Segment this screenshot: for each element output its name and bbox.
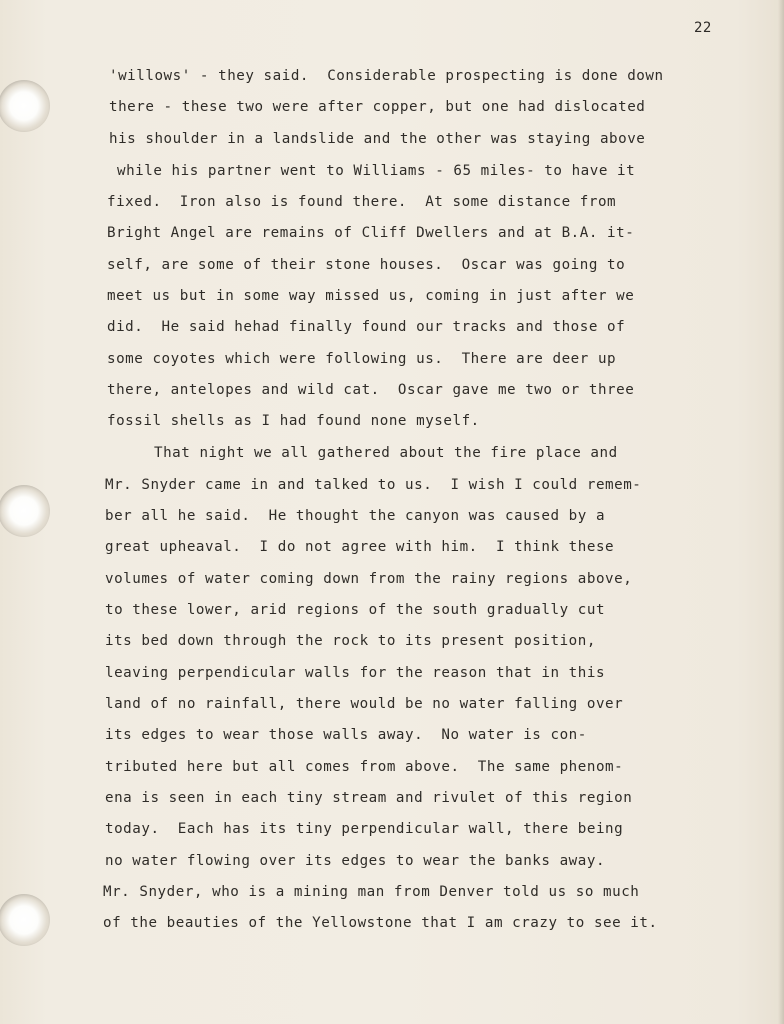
- text-line: ber all he said. He thought the canyon was caused by a: [105, 508, 606, 524]
- text-line: fossil shells as I had found none myself.: [107, 413, 480, 429]
- text-line: ena is seen in each tiny stream and rivulet of this region: [105, 790, 633, 806]
- text-line: volumes of water coming down from the rainy regions above,: [105, 571, 633, 587]
- text-line: Mr. Snyder, who is a mining man from Denver told us so much: [103, 884, 640, 900]
- text-line: his shoulder in a landslide and the other was staying above: [109, 131, 646, 147]
- text-line: self, are some of their stone houses. Oscar was going to: [107, 257, 626, 273]
- text-line: to these lower, arid regions of the south gradually cut: [105, 602, 606, 618]
- text-line: of the beauties of the Yellowstone that I am crazy to see it.: [103, 915, 658, 931]
- text-line: Mr. Snyder came in and talked to us. I wish I could remem-: [105, 477, 642, 493]
- text-line: tributed here but all comes from above. The same phenom-: [105, 759, 624, 775]
- text-line: did. He said hehad finally found our tracks and those of: [107, 319, 626, 335]
- text-line: 'willows' - they said. Considerable prospecting is done down: [109, 68, 664, 84]
- text-line: meet us but in some way missed us, coming in just after we: [107, 288, 635, 304]
- text-line: today. Each has its tiny perpendicular wall, there being: [105, 821, 624, 837]
- text-line: while his partner went to Williams - 65 miles- to have it: [117, 163, 636, 179]
- text-line: some coyotes which were following us. There are deer up: [107, 351, 617, 367]
- text-line: there - these two were after copper, but one had dislocated: [109, 99, 646, 115]
- text-line: That night we all gathered about the fire place and: [154, 445, 618, 461]
- text-line: land of no rainfall, there would be no water falling over: [105, 696, 624, 712]
- page-number: 22: [694, 20, 712, 36]
- text-line: its bed down through the rock to its present position,: [105, 633, 596, 649]
- text-line: great upheaval. I do not agree with him. I think these: [105, 539, 615, 555]
- text-line: no water flowing over its edges to wear the banks away.: [105, 853, 606, 869]
- text-line: there, antelopes and wild cat. Oscar gave me two or three: [107, 382, 635, 398]
- text-line: leaving perpendicular walls for the reason that in this: [105, 665, 606, 681]
- text-line: Bright Angel are remains of Cliff Dwellers and at B.A. it-: [107, 225, 635, 241]
- text-line: its edges to wear those walls away. No water is con-: [105, 727, 587, 743]
- text-line: fixed. Iron also is found there. At some distance from: [107, 194, 617, 210]
